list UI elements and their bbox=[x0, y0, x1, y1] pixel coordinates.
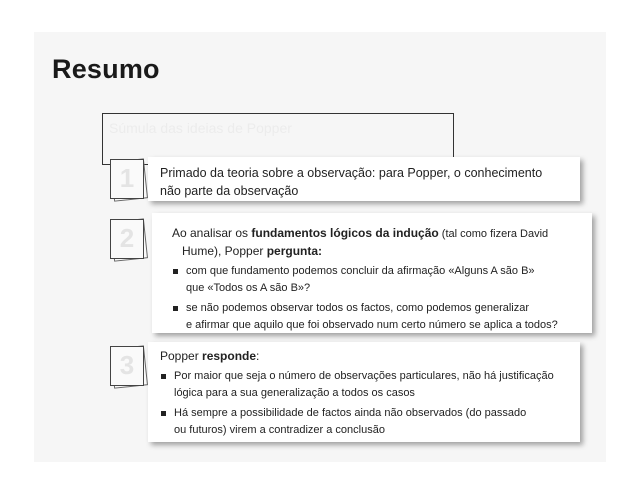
point2-intro-line2-pre: Hume), Popper bbox=[182, 244, 267, 258]
point3-intro-bold: responde bbox=[202, 349, 257, 363]
point-card-2 bbox=[152, 213, 592, 333]
point2-intro-line2 bbox=[172, 243, 582, 260]
bullet-line1: Por maior que seja o número de observações particulares, não há justificação bbox=[174, 370, 554, 382]
point-card-3 bbox=[148, 342, 580, 442]
list-item bbox=[160, 368, 570, 402]
bullet-line2: lógica para a sua generalização a todos os casos bbox=[174, 387, 415, 399]
point2-intro-pre: Ao analisar os bbox=[172, 226, 252, 240]
badge-number: 2 bbox=[119, 223, 135, 253]
slide-title: Resumo bbox=[52, 54, 160, 84]
badge-number: 3 bbox=[119, 350, 135, 380]
point3-intro-pre: Popper bbox=[160, 349, 203, 363]
bullet-line1: com que fundamento podemos concluir da afirmação «Alguns A são B» bbox=[186, 265, 535, 277]
subtitle: Súmula das ideias de Popper bbox=[109, 120, 292, 136]
list-item bbox=[160, 405, 570, 439]
point2-intro-bold: fundamentos lógicos da indução bbox=[251, 226, 439, 240]
number-badge-3 bbox=[110, 346, 146, 386]
point2-intro-small: (tal como fizera David bbox=[438, 228, 549, 240]
bullet-line1: Há sempre a possibilidade de factos ainda não observados (do passado bbox=[174, 407, 527, 419]
bullet-line2: que «Todos os A são B»? bbox=[186, 282, 311, 294]
point2-intro-line2-bold: pergunta: bbox=[266, 244, 323, 258]
point3-intro bbox=[160, 348, 570, 365]
point3-intro-post: : bbox=[256, 349, 260, 363]
point1-line1: Primado da teoria sobre a observação: para Popper, o conhecimento bbox=[160, 166, 543, 180]
list-item bbox=[172, 300, 582, 334]
number-badge-2 bbox=[110, 219, 146, 259]
badge-number: 1 bbox=[119, 163, 135, 193]
point-card-1 bbox=[148, 157, 580, 201]
bullet-line2: e afirmar que aquilo que foi observado num certo número se aplica a todos? bbox=[186, 319, 558, 331]
point1-line2: não parte da observação bbox=[160, 184, 299, 198]
bullet-line2: ou futuros) virem a contradizer a conclusão bbox=[174, 424, 385, 436]
point2-intro bbox=[172, 225, 582, 243]
bullet-line1: se não podemos observar todos os factos, como podemos generalizar bbox=[186, 302, 530, 314]
number-badge-1 bbox=[110, 159, 146, 199]
list-item bbox=[172, 263, 582, 297]
